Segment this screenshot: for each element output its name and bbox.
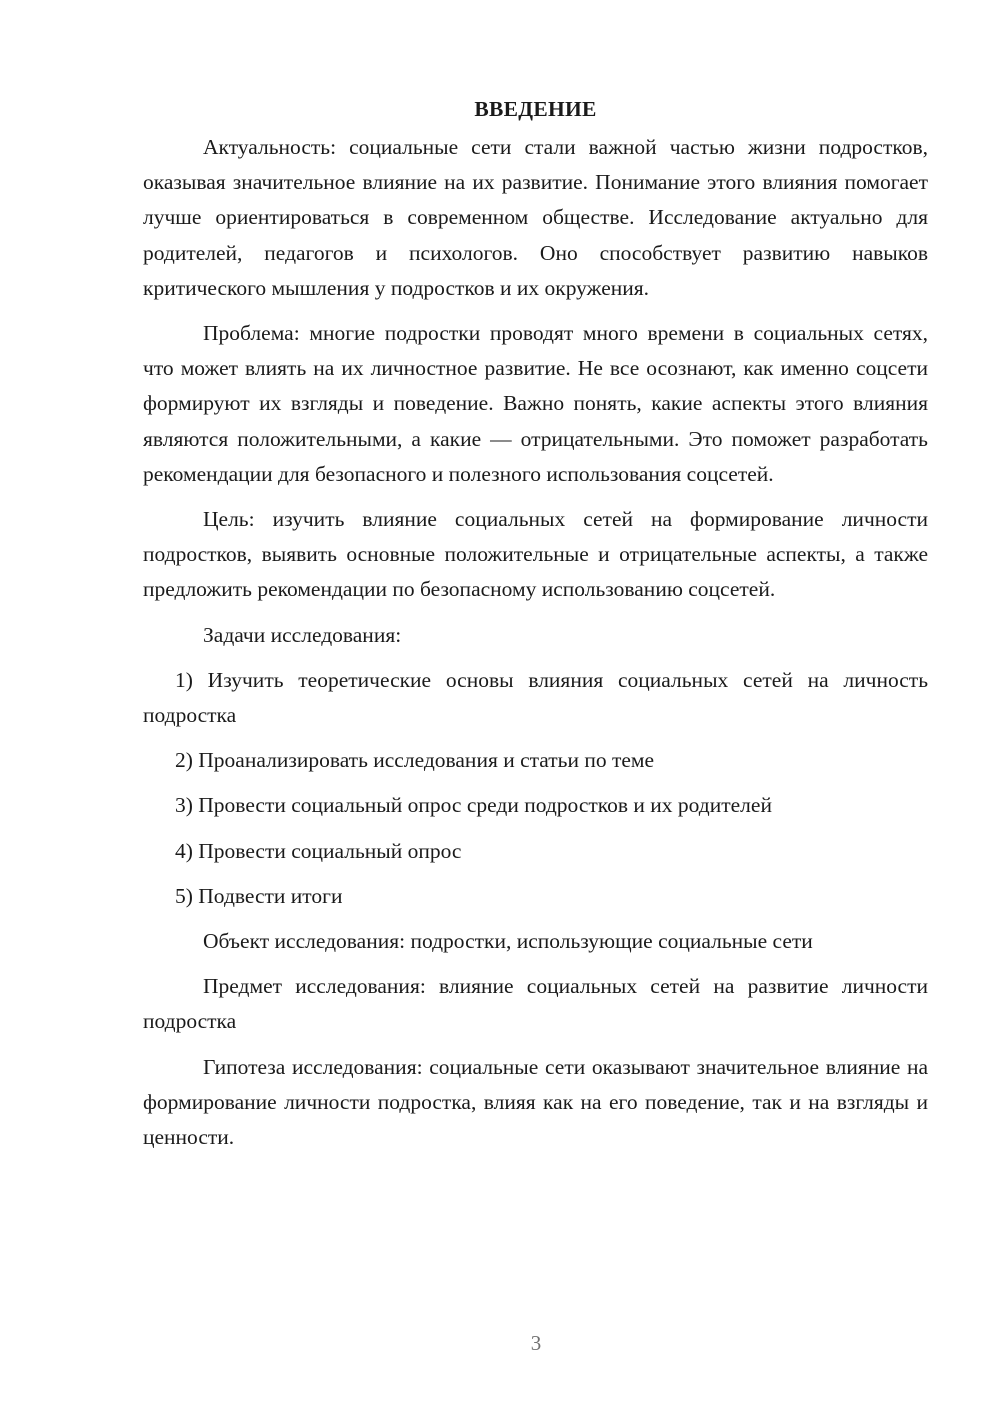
- page-number: 3: [530, 1331, 542, 1355]
- section-title: ВВЕДЕНИЕ: [474, 97, 597, 121]
- paragraph-problem: Проблема: многие подростки проводят много времени в социальных сетях, что может влиять на их личностное развитие. Не все осознают, как именно соцсети формируют их взгляды и поведение. Важно понять, какие аспекты этого влияния являются положительными, а какие — отрицательными. Это поможет разработать рекомендации для безопасного и полезного использования соцсетей.: [143, 321, 928, 486]
- paragraph-object: Объект исследования: подростки, использующие социальные сети: [203, 929, 813, 954]
- task-item-5: 5) Подвести итоги: [175, 883, 343, 908]
- paragraph-relevance: Актуальность: социальные сети стали важной частью жизни подростков, оказывая значительное влияние на их развитие. Понимание этого влияния помогает лучше ориентироваться в современном обществе. Исследование актуально для родителей, педагогов и психологов. Оно способствует развитию навыков критического мышления у подростков и их окружения.: [143, 135, 928, 300]
- paragraph-goal: Цель: изучить влияние социальных сетей на формирование личности подростков, выявить основные положительные и отрицательные аспекты, а также предложить рекомендации по безопасному использованию соцсетей.: [143, 507, 928, 602]
- task-item-2: 2) Проанализировать исследования и статьи по теме: [175, 748, 655, 773]
- tasks-heading: Задачи исследования:: [203, 622, 402, 647]
- task-item-1: 1) Изучить теоретические основы влияния социальных сетей на личность подростка: [143, 667, 928, 728]
- paragraph-hypothesis: Гипотеза исследования: социальные сети оказывают значительное влияние на формирование личности подростка, влияя как на его поведение, так и на взгляды и ценности.: [143, 1054, 928, 1150]
- task-item-3: 3) Провести социальный опрос среди подростков и их родителей: [175, 793, 772, 818]
- paragraph-subject: Предмет исследования: влияние социальных сетей на развитие личности подростка: [143, 974, 928, 1034]
- task-item-4: 4) Провести социальный опрос: [175, 838, 462, 863]
- document-page: [143, 92, 928, 1165]
